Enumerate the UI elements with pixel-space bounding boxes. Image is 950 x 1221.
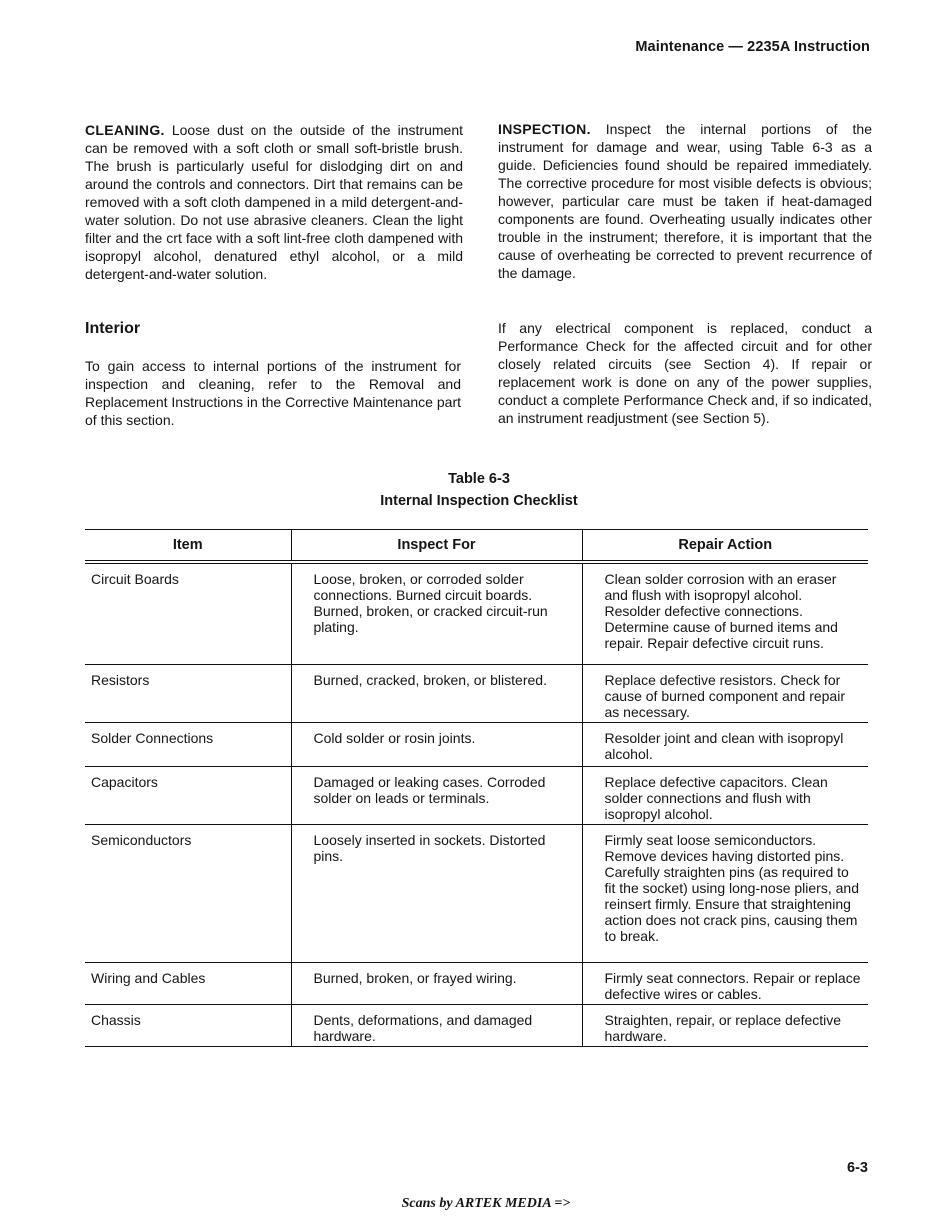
header-inspect-for: Inspect For [291, 530, 582, 563]
table-header-row [85, 530, 868, 563]
cell-repair-action: Clean solder corrosion with an eraser and flush with isopropyl alcohol. Resolder defective connections. Determine cause of burned items and repair. Repair defective circuit runs. [582, 562, 868, 664]
inspection-text: Inspect the internal portions of the instrument for damage and wear, using Table 6-3 as a guide. Deficiencies found should be repaired immediately. The corrective procedure for most visible defects is obvious; however, particular care must be taken if heat-damaged components are found. Overheating usually indicates other trouble in the instrument; therefore, it is important that the cause of overheating be corrected to prevent recurrence of the damage. [498, 121, 872, 281]
interior-text: To gain access to internal portions of the instrument for inspection and cleaning, refer to the Removal and Replacement Instructions in the Corrective Maintenance part of this section. [85, 358, 461, 428]
cell-inspect-for: Loosely inserted in sockets. Distorted pins. [291, 824, 582, 962]
interior-paragraph [85, 357, 461, 429]
cell-item: Circuit Boards [85, 562, 291, 664]
cell-repair-action: Firmly seat connectors. Repair or replace defective wires or cables. [582, 962, 868, 1004]
cleaning-label: CLEANING. [85, 122, 165, 138]
cell-item: Chassis [85, 1004, 291, 1046]
header-item: Item [85, 530, 291, 563]
cell-repair-action: Resolder joint and clean with isopropyl alcohol. [582, 722, 868, 766]
inspection-label: INSPECTION. [498, 121, 591, 137]
inspection-paragraph [498, 120, 872, 282]
cleaning-text: Loose dust on the outside of the instrument can be removed with a soft cloth or small soft-bristle brush. The brush is particularly useful for dislodging dirt on and around the controls and connectors. Dirt that remains can be removed with a soft cloth dampened in a mild detergent-and-water solution. Do not use abrasive cleaners. Clean the light filter and the crt face with a soft lint-free cloth dampened with isopropyl alcohol, denatured ethyl alcohol, or a mild detergent-and-water solution. [85, 122, 463, 282]
table-row [85, 1004, 868, 1046]
header-repair-action: Repair Action [582, 530, 868, 563]
cell-inspect-for: Dents, deformations, and damaged hardware. [291, 1004, 582, 1046]
table-row [85, 962, 868, 1004]
table-row [85, 766, 868, 824]
page-number: 6-3 [847, 1160, 868, 1176]
running-header: Maintenance — 2235A Instruction [635, 39, 870, 55]
cell-repair-action: Straighten, repair, or replace defective hardware. [582, 1004, 868, 1046]
table-number: Table 6-3 [448, 471, 510, 487]
cell-inspect-for: Damaged or leaking cases. Corroded solder on leads or terminals. [291, 766, 582, 824]
cell-inspect-for: Cold solder or rosin joints. [291, 722, 582, 766]
scan-credit-footer: Scans by ARTEK MEDIA => [401, 1196, 571, 1211]
cell-item: Capacitors [85, 766, 291, 824]
component-replacement-text: If any electrical component is replaced, conduct a Performance Check for the affected circuit and for other closely related circuits (see Section 4). If repair or replacement work is done on any of the power supplies, conduct a complete Performance Check and, if so indicated, an instrument readjustment (see Section 5). [498, 320, 872, 426]
cell-item: Wiring and Cables [85, 962, 291, 1004]
table-row [85, 664, 868, 722]
table-row [85, 722, 868, 766]
cell-item: Solder Connections [85, 722, 291, 766]
inspection-checklist-table [85, 529, 868, 1047]
table-row [85, 824, 868, 962]
cell-item: Semiconductors [85, 824, 291, 962]
cell-repair-action: Replace defective resistors. Check for cause of burned component and repair as necessary. [582, 664, 868, 722]
table-title: Internal Inspection Checklist [380, 493, 578, 509]
cell-inspect-for: Burned, broken, or frayed wiring. [291, 962, 582, 1004]
table-row [85, 562, 868, 664]
cell-repair-action: Replace defective capacitors. Clean solder connections and flush with isopropyl alcohol. [582, 766, 868, 824]
component-replacement-paragraph [498, 319, 872, 427]
cell-inspect-for: Loose, broken, or corroded solder connections. Burned circuit boards. Burned, broken, or cracked circuit-run plating. [291, 562, 582, 664]
cell-item: Resistors [85, 664, 291, 722]
cell-inspect-for: Burned, cracked, broken, or blistered. [291, 664, 582, 722]
cleaning-paragraph [85, 121, 463, 283]
cell-repair-action: Firmly seat loose semiconductors. Remove devices having distorted pins. Carefully straighten pins (as required to fit the socket) using long-nose pliers, and reinsert firmly. Ensure that straightening action does not crack pins, causing them to break. [582, 824, 868, 962]
interior-heading: Interior [85, 320, 141, 337]
